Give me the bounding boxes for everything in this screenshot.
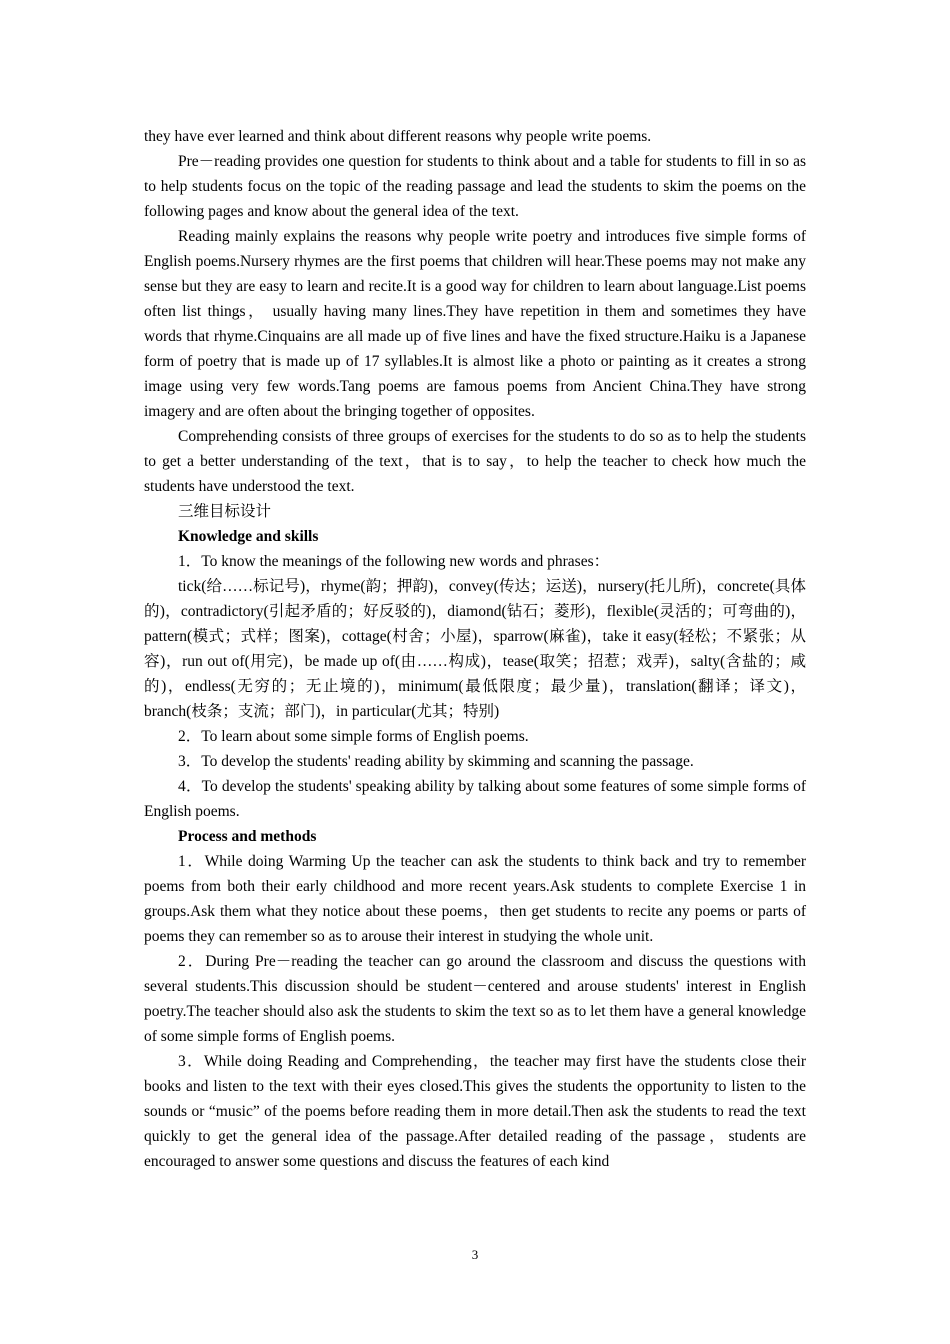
paragraph-continuation: they have ever learned and think about different reasons why people write poems.	[144, 128, 652, 145]
paragraph-comprehending: Comprehending consists of three groups of exercises for the students to do so as to help the students to get a better understanding of the text，that is to say，to help the teacher to check how much the students have understood the text.	[144, 428, 806, 495]
heading-knowledge-and-skills: Knowledge and skills	[178, 528, 319, 545]
page-number: 3	[471, 1247, 479, 1262]
list-item-3: 3．To develop the students' reading ability by skimming and scanning the passage.	[178, 753, 694, 770]
section-heading-three-dimensional-goals: 三维目标设计	[178, 503, 272, 520]
heading-process-and-methods: Process and methods	[178, 828, 317, 845]
paragraph-pre-reading: Pre－reading provides one question for students to think about and a table for students to fill in so as to help students focus on the topic of the reading passage and lead the students to skim the poems on the following pages and know about the general idea of the text.	[144, 153, 806, 220]
vocabulary-list: tick(给……标记号)，rhyme(韵；押韵)，convey(传达；运送)，nursery(托儿所)，concrete(具体的)，contradictory(引起矛盾的；好反驳的)，diamond(钻石；菱形)，flexible(灵活的；可弯曲的)，pattern(模式；式样；图案)，cottage(村舍；小屋)，sparrow(麻雀)，take it easy(轻松；不紧张；从容)，run out of(用完)，be made up of(由……构成)，tease(取笑；招惹；戏弄)，salty(含盐的；咸的)，endless(无穷的；无止境的)，minimum(最低限度；最少量)，translation(翻译；译文)，branch(枝条；支流；部门)，in particular(尤其；特别)	[144, 578, 806, 720]
method-item-3: 3．While doing Reading and Comprehending，the teacher may first have the students close their books and listen to the text with their eyes closed.This gives the students the opportunity to listen to the sounds or “music” of the poems before reading them in more detail.Then ask the students to read the text quickly to get the general idea of the passage.After detailed reading of the passage，students are encouraged to answer some questions and discuss the features of each kind	[144, 1053, 806, 1170]
paragraph-reading: Reading mainly explains the reasons why people write poetry and introduces five simple forms of English poems.Nursery rhymes are the first poems that children will hear.These poems may not make any sense but they are easy to learn and recite.It is a good way for children to learn about language.List poems often list things， usually having many lines.They have repetition in them and sometimes they have words that rhyme.Cinquains are all made up of five lines and have the fixed structure.Haiku is a Japanese form of poetry that is made up of 17 syllables.It is almost like a photo or painting as it creates a strong image using very few words.Tang poems are famous poems from Ancient China.They have strong imagery and are often about the bringing together of opposites.	[144, 228, 806, 420]
list-item-4: 4．To develop the students' speaking ability by talking about some features of some simple forms of English poems.	[144, 778, 806, 820]
list-item-2: 2．To learn about some simple forms of English poems.	[178, 728, 529, 745]
list-item-1: 1．To know the meanings of the following new words and phrases：	[178, 553, 610, 570]
method-item-2: 2．During Pre－reading the teacher can go around the classroom and discuss the questions with several students.This discussion should be student－centered and arouse students' interest in English poetry.The teacher should also ask the students to skim the text so as to let them have a general knowledge of some simple forms of English poems.	[144, 953, 806, 1045]
document-body	[144, 124, 806, 1174]
method-item-1: 1．While doing Warming Up the teacher can ask the students to think back and try to remember poems from both their early childhood and more recent years.Ask students to complete Exercise 1 in groups.Ask them what they notice about these poems，then get students to recite any poems or parts of poems they can remember so as to arouse their interest in studying the whole unit.	[144, 853, 806, 945]
